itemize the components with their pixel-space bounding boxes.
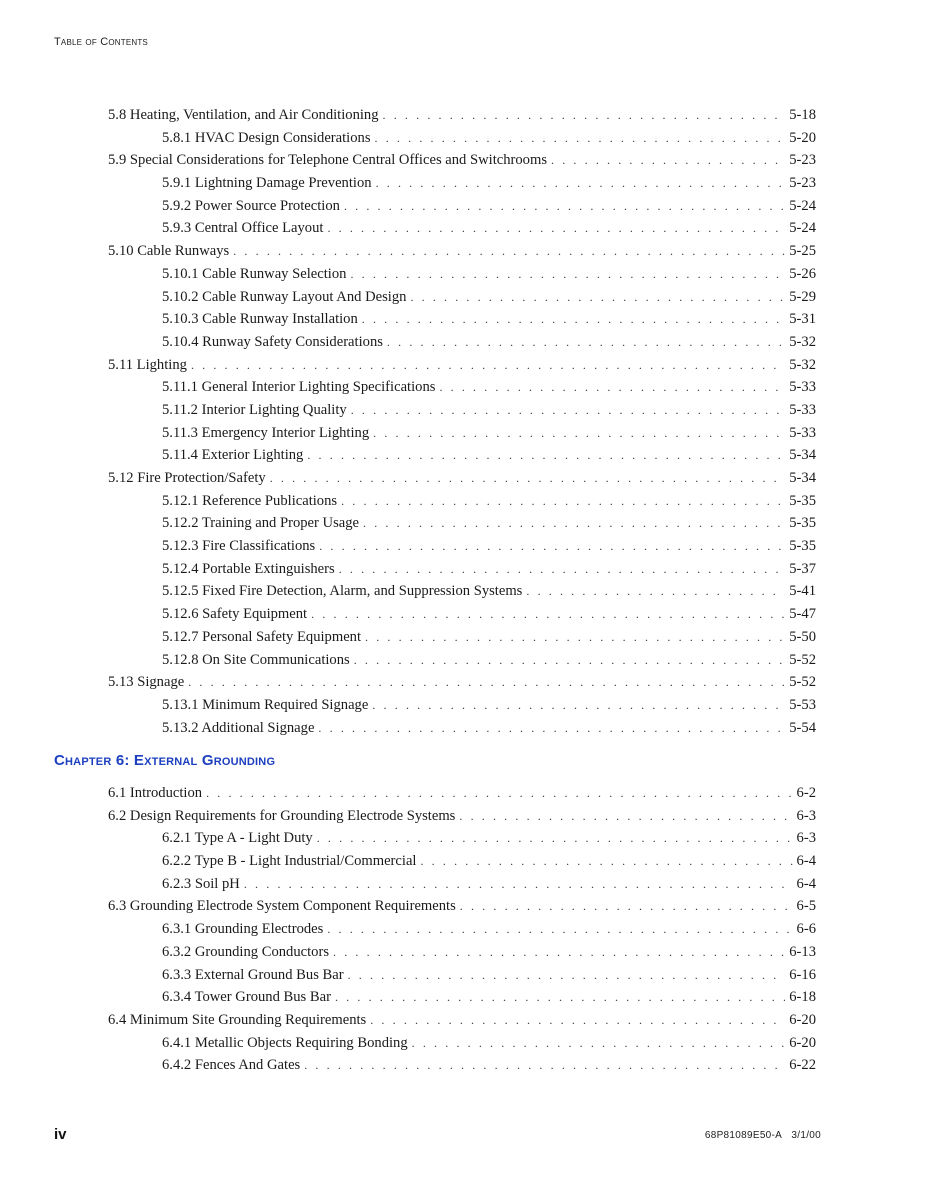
dot-leader <box>244 873 793 896</box>
toc-entry-number: 5.12.1 <box>162 492 199 509</box>
toc-entry-page: 6-20 <box>789 1011 816 1028</box>
dot-leader <box>344 195 785 218</box>
toc-entry-number: 5.12.3 <box>162 538 199 555</box>
toc-entry[interactable] <box>108 127 816 150</box>
toc-entry[interactable] <box>108 717 816 740</box>
toc-entry-text: Fire Classifications <box>202 538 316 555</box>
toc-entry-number: 6.2.3 <box>162 875 192 892</box>
toc-entry-title <box>162 964 344 987</box>
footer-date: 3/1/00 <box>791 1130 821 1141</box>
toc-entry-text: Training and Proper Usage <box>201 515 360 532</box>
toc-entry[interactable] <box>108 217 816 240</box>
toc-entry-number: 5.13 <box>108 674 134 691</box>
toc-entry-number: 5.8 <box>108 107 127 123</box>
toc-entry-number: 5.11 <box>108 356 133 373</box>
toc-entry-text: Interior Lighting Quality <box>201 401 347 418</box>
toc-entry-number: 5.10 <box>108 243 134 260</box>
toc-entry-number: 5.12.4 <box>162 560 199 577</box>
toc-entry-number: 5.11.1 <box>162 379 198 396</box>
toc-entry-text: Metallic Objects Requiring Bonding <box>194 1034 408 1051</box>
dot-leader <box>348 964 786 987</box>
toc-entry-page: 5-35 <box>789 538 816 555</box>
toc-entry-page: 6-4 <box>796 853 816 870</box>
toc-entry-title <box>108 354 187 377</box>
toc-entry-page: 5-35 <box>789 492 816 509</box>
toc-entry-number: 5.12.7 <box>162 628 199 645</box>
toc-entry[interactable] <box>108 895 816 918</box>
toc-entry[interactable] <box>108 694 816 717</box>
toc-entry-page: 5-29 <box>789 288 816 305</box>
toc-entry-text: Tower Ground Bus Bar <box>194 989 331 1006</box>
toc-entry-page: 5-32 <box>789 333 816 350</box>
toc-entry-number: 6.3.2 <box>162 943 192 960</box>
toc-entry-title <box>108 240 229 263</box>
toc-entry-title <box>162 127 371 150</box>
toc-entry-title <box>162 512 359 535</box>
toc-entry-page: 5-50 <box>789 628 816 645</box>
toc-entry-page: 5-54 <box>789 719 816 736</box>
dot-leader <box>412 1032 786 1055</box>
toc-entry-text: Cable Runway Installation <box>202 311 358 328</box>
toc-entry-text: Type B - Light Industrial/Commercial <box>194 853 417 870</box>
dot-leader <box>551 149 785 172</box>
toc-entry-number: 5.10.3 <box>162 311 199 328</box>
toc-entry-text: Emergency Interior Lighting <box>201 424 370 441</box>
running-head-title: Table of Contents <box>54 36 148 48</box>
toc-entry-text: Power Source Protection <box>194 197 340 214</box>
toc-entry[interactable] <box>108 941 816 964</box>
dot-leader <box>410 286 785 309</box>
toc-entry-text: Exterior Lighting <box>201 447 304 464</box>
dot-leader <box>350 263 785 286</box>
toc-entry-text: Special Considerations for Telephone Central Offices and Switchrooms <box>129 152 548 169</box>
toc-entry-text: Minimum Site Grounding Requirements <box>129 1011 367 1028</box>
toc-entry-text: Additional Signage <box>201 719 315 736</box>
toc-entry-page: 5-24 <box>789 220 816 237</box>
toc-entry[interactable] <box>108 1009 816 1032</box>
toc-entry[interactable] <box>108 286 816 309</box>
toc-entry-page: 5-18 <box>789 107 816 123</box>
dot-leader <box>372 694 785 717</box>
toc-entry-page: 6-20 <box>789 1034 816 1051</box>
toc-chapter6-list <box>108 782 816 1077</box>
dot-leader <box>311 603 785 626</box>
toc-entry-number: 6.2.1 <box>162 830 192 847</box>
toc-entry-title <box>108 805 455 828</box>
toc-entry[interactable] <box>108 331 816 354</box>
toc-entry-number: 6.4.2 <box>162 1057 192 1074</box>
toc-entry[interactable] <box>108 490 816 513</box>
toc-entry-page: 6-2 <box>796 785 816 801</box>
dot-leader <box>459 805 792 828</box>
dot-leader <box>188 671 785 694</box>
toc-entry-number: 6.3.4 <box>162 989 192 1006</box>
dot-leader <box>318 717 785 740</box>
toc-entry[interactable] <box>108 422 816 445</box>
toc-entry-number: 6.3.3 <box>162 966 192 983</box>
toc-entry-text: Cable Runways <box>137 243 230 260</box>
toc-entry-number: 6.4.1 <box>162 1034 192 1051</box>
toc-entry-title <box>162 444 303 467</box>
toc-chapter5-list <box>108 104 816 739</box>
dot-leader <box>191 354 785 377</box>
toc-entry-title <box>162 1054 300 1077</box>
toc-entry[interactable] <box>108 1054 816 1077</box>
dot-leader <box>339 558 786 581</box>
dot-leader <box>341 490 785 513</box>
dot-leader <box>370 1009 785 1032</box>
toc-entry-title <box>162 490 337 513</box>
toc-entry-page: 5-31 <box>789 311 816 328</box>
toc-entry[interactable] <box>108 805 816 828</box>
dot-leader <box>354 649 786 672</box>
toc-entry-title <box>162 603 307 626</box>
toc-entry-number: 5.10.1 <box>162 265 199 282</box>
toc-entry[interactable] <box>108 308 816 331</box>
toc-entry-text: Fire Protection/Safety <box>137 470 266 486</box>
dot-leader <box>375 127 786 150</box>
dot-leader <box>317 827 793 850</box>
toc-entry-text: Personal Safety Equipment <box>202 628 362 645</box>
toc-entry-page: 6-22 <box>789 1057 816 1074</box>
toc-entry-title <box>162 376 435 399</box>
toc-entry-text: Portable Extinguishers <box>202 560 335 577</box>
toc-entry[interactable] <box>108 827 816 850</box>
toc-entry-text: Safety Equipment <box>202 606 308 623</box>
toc-entry-text: General Interior Lighting Specifications <box>201 379 436 396</box>
toc-entry-text: Minimum Required Signage <box>202 696 369 713</box>
toc-entry-text: External Ground Bus Bar <box>194 966 344 983</box>
toc-entry-title <box>162 850 416 873</box>
footer-doc-id: 68P81089E50-A <box>704 1130 783 1141</box>
toc-entry-number: 5.12.5 <box>162 583 199 600</box>
toc-entry-page: 6-13 <box>789 943 816 960</box>
toc-entry[interactable] <box>108 172 816 195</box>
toc-entry-number: 5.12.8 <box>162 651 199 668</box>
toc-entry-number: 5.12 <box>108 470 134 486</box>
toc-entry[interactable] <box>108 850 816 873</box>
toc-entry-text: Cable Runway Layout And Design <box>202 288 407 305</box>
toc-entry-title <box>162 580 522 603</box>
toc-entry[interactable] <box>108 376 816 399</box>
toc-entry-title <box>108 467 266 490</box>
toc-entry-page: 6-5 <box>796 898 816 915</box>
toc-entry-number: 5.9.1 <box>162 175 192 192</box>
toc-entry-title <box>162 399 347 422</box>
toc-entry-text: Grounding Conductors <box>194 943 330 960</box>
toc-entry[interactable] <box>108 467 816 490</box>
dot-leader <box>420 850 792 873</box>
toc-entry-title <box>108 104 379 127</box>
toc-entry[interactable] <box>108 918 816 941</box>
toc-entry-title <box>162 918 323 941</box>
toc-entry-title <box>162 626 361 649</box>
toc-entry-page: 5-33 <box>789 401 816 418</box>
footer-page-number: iv <box>54 1126 67 1143</box>
toc-entry-number: 6.4 <box>108 1011 127 1028</box>
toc-entry-page: 5-41 <box>789 583 816 600</box>
toc-entry-page: 5-24 <box>789 197 816 214</box>
toc-entry-title <box>108 1009 366 1032</box>
toc-entry-title <box>162 331 383 354</box>
toc-entry-number: 5.8.1 <box>162 129 192 146</box>
toc-entry[interactable] <box>108 149 816 172</box>
dot-leader <box>307 444 785 467</box>
toc-entry[interactable] <box>108 195 816 218</box>
toc-entry[interactable] <box>108 558 816 581</box>
dot-leader <box>439 376 785 399</box>
toc-entry[interactable] <box>108 535 816 558</box>
toc-entry-page: 5-32 <box>789 356 816 373</box>
toc-entry-text: Lighting <box>136 356 187 373</box>
toc-entry[interactable] <box>108 354 816 377</box>
toc-entry-text: Grounding Electrode System Component Requirements <box>129 898 456 915</box>
dot-leader <box>376 172 786 195</box>
toc-entry[interactable] <box>108 671 816 694</box>
dot-leader <box>526 580 785 603</box>
toc-entry-number: 5.9 <box>108 152 127 169</box>
toc-entry-page: 5-52 <box>789 651 816 668</box>
toc-entry-page: 5-33 <box>789 379 816 396</box>
toc-entry-page: 5-37 <box>789 560 816 577</box>
dot-leader <box>351 399 786 422</box>
dot-leader <box>270 467 786 490</box>
toc-entry[interactable] <box>108 263 816 286</box>
toc-entry-page: 6-3 <box>796 807 816 824</box>
toc-entry-text: Soil pH <box>194 875 240 892</box>
toc-entry-page: 5-20 <box>789 129 816 146</box>
toc-entry[interactable] <box>108 782 816 805</box>
toc-entry-page: 6-18 <box>789 989 816 1006</box>
toc-entry-number: 6.2.2 <box>162 853 192 870</box>
toc-entry-title <box>162 827 313 850</box>
dot-leader <box>327 217 785 240</box>
dot-leader <box>304 1054 785 1077</box>
toc-entry[interactable] <box>108 603 816 626</box>
toc-entry-text: Fences And Gates <box>194 1057 301 1074</box>
toc-entry[interactable] <box>108 399 816 422</box>
toc-entry[interactable] <box>108 626 816 649</box>
toc-entry[interactable] <box>108 580 816 603</box>
toc-entry-title <box>162 873 240 896</box>
toc-entry-title <box>162 286 406 309</box>
toc-entry-number: 6.1 <box>108 785 127 801</box>
toc-entry-text: Central Office Layout <box>194 220 324 237</box>
chapter6-heading[interactable]: Chapter 6: External Grounding <box>54 752 276 769</box>
toc-entry-text: Design Requirements for Grounding Electrode Systems <box>129 807 456 824</box>
toc-entry-title <box>162 308 358 331</box>
toc-entry-title <box>162 941 329 964</box>
toc-entry-page: 5-33 <box>789 424 816 441</box>
toc-entry-number: 5.11.3 <box>162 424 198 441</box>
toc-entry-page: 6-4 <box>796 875 816 892</box>
toc-entry-page: 5-26 <box>789 265 816 282</box>
toc-entry-title <box>162 694 368 717</box>
toc-entry-number: 5.10.4 <box>162 333 199 350</box>
dot-leader <box>335 986 785 1009</box>
toc-entry-number: 5.13.1 <box>162 696 199 713</box>
toc-entry-text: Fixed Fire Detection, Alarm, and Suppression Systems <box>202 583 523 600</box>
toc-entry-title <box>162 649 350 672</box>
toc-entry-number: 6.3 <box>108 898 127 915</box>
toc-entry[interactable] <box>108 444 816 467</box>
toc-entry-number: 6.2 <box>108 807 127 824</box>
toc-entry[interactable] <box>108 649 816 672</box>
toc-entry[interactable] <box>108 873 816 896</box>
toc-entry-page: 6-3 <box>796 830 816 847</box>
toc-entry-title <box>108 782 202 805</box>
toc-entry-page: 5-47 <box>789 606 816 623</box>
toc-entry-page: 5-53 <box>789 696 816 713</box>
toc-entry-text: Lightning Damage Prevention <box>194 175 372 192</box>
toc-entry[interactable] <box>108 986 816 1009</box>
toc-entry-text: Cable Runway Selection <box>202 265 347 282</box>
toc-entry-page: 5-34 <box>789 470 816 486</box>
toc-entry-title <box>162 172 372 195</box>
toc-entry[interactable] <box>108 964 816 987</box>
toc-entry-page: 6-6 <box>796 921 816 938</box>
toc-entry-text: Reference Publications <box>202 492 338 509</box>
toc-entry-number: 5.13.2 <box>162 719 199 736</box>
toc-entry-title <box>162 217 323 240</box>
toc-entry-title <box>162 535 315 558</box>
toc-entry-page: 6-16 <box>789 966 816 983</box>
dot-leader <box>365 626 785 649</box>
toc-entry-number: 6.3.1 <box>162 921 192 938</box>
toc-entry[interactable] <box>108 104 816 127</box>
toc-entry-text: Signage <box>137 674 185 691</box>
toc-entry-number: 5.12.2 <box>162 515 199 532</box>
dot-leader <box>373 422 785 445</box>
dot-leader <box>383 104 786 127</box>
toc-entry-number: 5.10.2 <box>162 288 199 305</box>
toc-entry-title <box>162 558 335 581</box>
toc-entry-page: 5-25 <box>789 243 816 260</box>
dot-leader <box>319 535 785 558</box>
toc-entry-page: 5-52 <box>789 674 816 691</box>
toc-entry-text: Introduction <box>129 785 203 801</box>
dot-leader <box>460 895 793 918</box>
dot-leader <box>206 782 792 805</box>
toc-entry[interactable] <box>108 1032 816 1055</box>
toc-entry-number: 5.11.2 <box>162 401 198 418</box>
toc-entry-text: On Site Communications <box>202 651 350 668</box>
toc-entry-number: 5.9.2 <box>162 197 192 214</box>
toc-entry-text: Type A - Light Duty <box>194 830 313 847</box>
toc-entry-title <box>162 717 314 740</box>
toc-entry-text: Heating, Ventilation, and Air Conditioning <box>129 107 379 123</box>
toc-entry-page: 5-23 <box>789 152 816 169</box>
toc-entry-page: 5-23 <box>789 175 816 192</box>
dot-leader <box>363 512 785 535</box>
footer-doc-info <box>705 1130 821 1141</box>
toc-entry-page: 5-34 <box>789 447 816 464</box>
dot-leader <box>362 308 785 331</box>
toc-entry-title <box>108 895 456 918</box>
toc-entry-title <box>162 422 369 445</box>
dot-leader <box>233 240 785 263</box>
toc-entry-number: 5.11.4 <box>162 447 198 464</box>
dot-leader <box>327 918 792 941</box>
toc-entry-title <box>162 195 340 218</box>
toc-entry[interactable] <box>108 512 816 535</box>
toc-entry-number: 5.12.6 <box>162 606 199 623</box>
dot-leader <box>387 331 785 354</box>
toc-entry-title <box>162 1032 408 1055</box>
dot-leader <box>333 941 785 964</box>
toc-entry[interactable] <box>108 240 816 263</box>
toc-entry-page: 5-35 <box>789 515 816 532</box>
toc-entry-text: Runway Safety Considerations <box>202 333 383 350</box>
toc-entry-text: HVAC Design Considerations <box>194 129 371 146</box>
toc-entry-title <box>108 149 547 172</box>
toc-entry-number: 5.9.3 <box>162 220 192 237</box>
toc-entry-title <box>162 263 346 286</box>
toc-entry-title <box>162 986 331 1009</box>
toc-entry-title <box>108 671 184 694</box>
toc-entry-text: Grounding Electrodes <box>194 921 324 938</box>
